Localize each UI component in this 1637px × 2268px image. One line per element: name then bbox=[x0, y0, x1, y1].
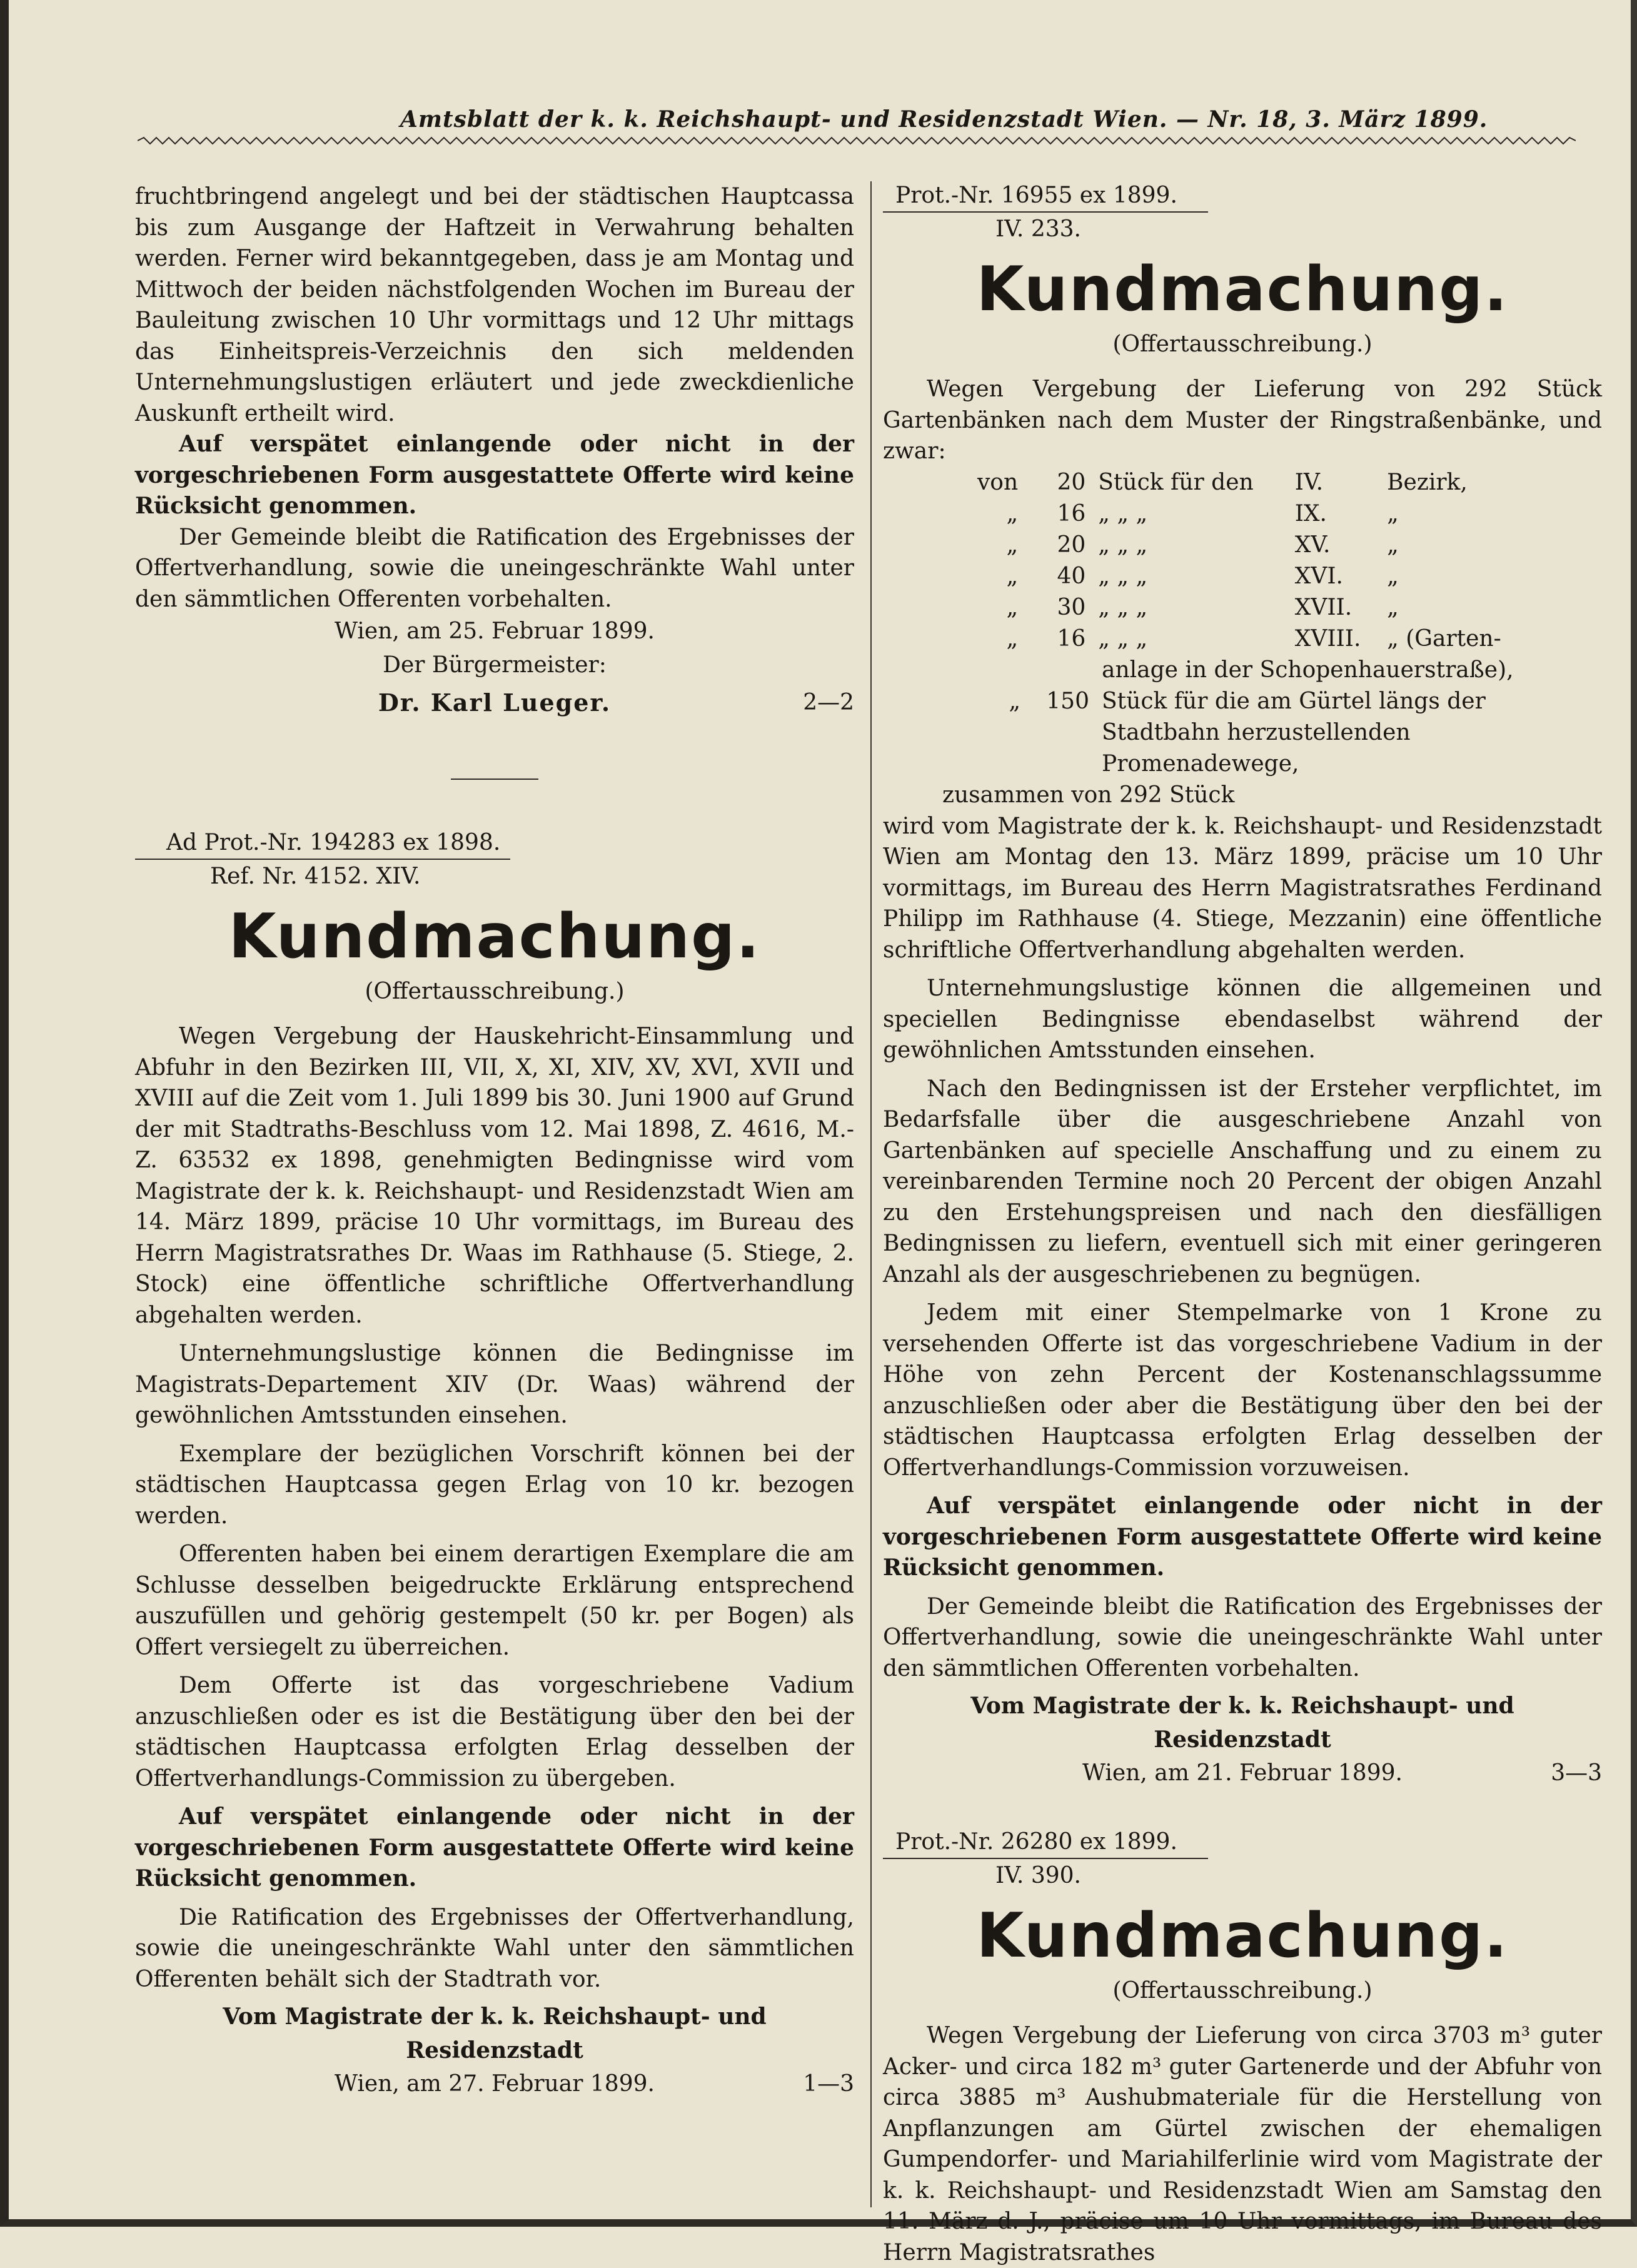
paragraph: Wegen Vergebung der Hauskehricht-Einsammlung und Abfuhr in den Bezirken III, VII, X, XI, XIV, XV, XVI, XVII und XVIII auf die Zeit vom 1. Juli 1899 bis 30. Juni 1900 auf Grund der mit Stadtraths-Beschluss vom 12. Mai 1898, Z. 4616, M.-Z. 63532 ex 1898, genehmigten Bedingnisse wird vom Magistrate der k. k. Reichshaupt- und Residenzstadt Wien am 14. März 1899, präcise 10 Uhr vormittags, im Bureau des Herrn Magistratsrathes Dr. Waas im Rathhause (5. Stiege, 2. Stock) eine öffentliche schriftliche Offertverhandlung abgehalten werden. bbox=[135, 1024, 854, 1328]
paragraph-intro: Wegen Vergebung der Lieferung von 292 Stück Gartenbänken nach dem Muster der Ringstraßenbänke, und zwar: bbox=[883, 376, 1602, 464]
notice-subheading: (Offertausschreibung.) bbox=[365, 979, 625, 1004]
prot-number: Prot.-Nr. 26280 ex 1899. bbox=[895, 1829, 1177, 1855]
paragraph: Jedem mit einer Stempelmarke von 1 Krone zu versehenden Offerte ist das vorgeschriebene Vadium in der Höhe von zehn Percent der Kostenanschlagssumme anzuschließen oder aber die Bestätigung über den bei der städtischen Hauptcassa erfolgten Erlag desselben der Offertverhandlungs-Commission vorzuweisen. bbox=[883, 1300, 1602, 1481]
paragraph: Wegen Vergebung der Lieferung von circa 3703 m³ guter Acker- und circa 182 m³ guter Gartenerde und der Abfuhr von circa 3885 m³ Aushubmateriale für die Herstellung von Anpflanzungen am Gürtel zwischen der ehemaligen Gumpendorfer- und Mariahilferlinie wird vom Magistrate der k. k. Reichshaupt- und Residenzstadt Wien am Samstag den 11. März d. J., präcise um 10 Uhr vormittags, im Bureau des Herrn Magistratsrathes bbox=[883, 2023, 1602, 2265]
paragraph: Die Ratification des Ergebnisses der Offertverhandlung, sowie die uneingeschränkte Wahl unter den sämmtlichen Offerenten behält sich der Stadtrath vor. bbox=[135, 1904, 854, 1992]
signatory-name: Dr. Karl Lueger. bbox=[378, 688, 612, 717]
paragraph-emphasis: Auf verspätet einlangende oder nicht in der vorgeschriebenen Form ausgestattete Offerte wird keine Rücksicht genommen. bbox=[135, 431, 854, 519]
paragraph: wird vom Magistrate der k. k. Reichshaupt- und Residenzstadt Wien am Montag den 13. März 1899, präcise um 10 Uhr vormittags, im Bureau des Herrn Magistratsrathes Ferdinand Philipp im Rathhause (4. Stiege, Mezzanin) eine öffentliche schriftliche Offertverhandlung abgehalten werden. bbox=[883, 813, 1602, 963]
prot-underline bbox=[883, 1858, 1208, 1859]
prot-underline bbox=[135, 859, 510, 860]
paragraph: Offerenten haben bei einem derartigen Exemplare die am Schlusse desselben beigedruckte Erklärung entsprechend auszufüllen und gehörig gestempelt (50 kr. per Bogen) als Offert versiegelt zu überreichen. bbox=[135, 1541, 854, 1660]
issuer: Vom Magistrate der k. k. Reichshaupt- und Residenzstadt bbox=[223, 2003, 767, 2064]
ref-number: IV. 390. bbox=[995, 1863, 1081, 1888]
ref-number: Ref. Nr. 4152. XIV. bbox=[210, 864, 421, 889]
paragraph: Exemplare der bezüglichen Vorschrift können bei der städtischen Hauptcassa gegen Erlag von 10 kr. bezogen werden. bbox=[135, 1441, 854, 1529]
right-column bbox=[883, 181, 1602, 2268]
prot-underline bbox=[883, 211, 1208, 213]
issuer: Vom Magistrate der k. k. Reichshaupt- und Residenzstadt bbox=[970, 1693, 1514, 1753]
notice-heading: Kundmachung. bbox=[976, 1900, 1509, 1972]
place-date: Wien, am 25. Februar 1899. bbox=[335, 618, 655, 644]
signatory-title: Der Bürgermeister: bbox=[383, 652, 607, 678]
notice-ref: 1—3 bbox=[803, 2071, 854, 2097]
list-total: zusammen von 292 Stück bbox=[942, 782, 1235, 808]
paragraph: fruchtbringend angelegt und bei der städtischen Hauptcassa bis zum Ausgange der Haftzeit in Verwahrung behalten werden. Ferner wird bekanntgegeben, dass je am Montag und Mittwoch der beiden nächstfolgenden Wochen im Bureau der Bauleitung zwischen 10 Uhr vormittags und 12 Uhr mittags das Einheitspreis-Verzeichnis den sich meldenden Unternehmungslustigen erläutert und jede zweckdienliche Auskunft ertheilt wird. bbox=[135, 184, 854, 426]
notice-subheading: (Offertausschreibung.) bbox=[1112, 331, 1373, 357]
notice-subheading: (Offertausschreibung.) bbox=[1112, 1978, 1373, 2003]
place-date: Wien, am 21. Februar 1899. bbox=[1082, 1760, 1403, 1786]
notice-heading: Kundmachung. bbox=[228, 901, 761, 972]
list-row: „ 150 Stück für die am Gürtel längs der Stadtbahn herzustellenden Promenadewege, bbox=[1009, 688, 1486, 777]
prot-number: Prot.-Nr. 16955 ex 1899. bbox=[895, 183, 1177, 208]
header-wavy-rule bbox=[138, 136, 1576, 145]
list-row: „ 16 „ „ „ IX. „ bbox=[1006, 500, 1399, 527]
paragraph-emphasis: Auf verspätet einlangende oder nicht in der vorgeschriebenen Form ausgestattete Offerte wird keine Rücksicht genommen. bbox=[883, 1493, 1602, 1581]
left-column bbox=[135, 181, 854, 2101]
notice-ref: 3—3 bbox=[1551, 1760, 1602, 1786]
paragraph: Nach den Bedingnissen ist der Ersteher verpflichtet, im Bedarfsfalle über die ausgeschriebene Anzahl von Gartenbänken auf specielle Anschaffung und zu einem zu vereinbarenden Termine noch 20 Percent der obigen Anzahl zu den Erstehungspreisen und nach den diesfälligen Bedingnissen zu liefern, eventuell sich mit einer geringeren Anzahl als der ausgeschriebenen zu begnügen. bbox=[883, 1076, 1602, 1288]
list-row: „ 40 „ „ „ XVI. „ bbox=[1006, 563, 1399, 589]
ref-number: IV. 233. bbox=[995, 216, 1081, 242]
paragraph: Unternehmungslustige können die allgemeinen und speciellen Bedingnisse ebendaselbst während der gewöhnlichen Amtsstunden einsehen. bbox=[883, 975, 1602, 1063]
place-date-line bbox=[135, 2067, 854, 2101]
paragraph: Unternehmungslustige können die Bedingnisse im Magistrats-Departement XIV (Dr. Waas) während der gewöhnlichen Amtsstunden einsehen. bbox=[135, 1341, 854, 1428]
list-row: „ 20 „ „ „ XV. „ bbox=[1006, 532, 1399, 558]
list-row: von 20 Stück für den IV. Bezirk, bbox=[977, 469, 1468, 495]
notice-ref: 2—2 bbox=[803, 690, 854, 715]
column-divider bbox=[870, 181, 872, 2207]
running-head: Amtsblatt der k. k. Reichshaupt- und Residenzstadt Wien. — Nr. 18, 3. März 1899. bbox=[400, 106, 1488, 133]
paragraph-emphasis: Auf verspätet einlangende oder nicht in der vorgeschriebenen Form ausgestattete Offerte wird keine Rücksicht genommen. bbox=[135, 1803, 854, 1892]
prot-number: Ad Prot.-Nr. 194283 ex 1898. bbox=[166, 830, 501, 855]
place-date-line bbox=[883, 1756, 1602, 1790]
place-date: Wien, am 27. Februar 1899. bbox=[335, 2071, 655, 2097]
section-separator bbox=[451, 779, 538, 780]
signatory-line bbox=[135, 686, 854, 721]
list-row: „ 16 „ „ „ XVIII. „ (Garten- bbox=[1006, 625, 1501, 652]
paragraph: Der Gemeinde bleibt die Ratification des Ergebnisses der Offertverhandlung, sowie die uneingeschränkte Wahl unter den sämmtlichen Offerenten vorbehalten. bbox=[135, 524, 854, 612]
notice-heading: Kundmachung. bbox=[976, 254, 1509, 325]
paragraph: Dem Offerte ist das vorgeschriebene Vadium anzuschließen oder es ist die Bestätigung über den bei der städtischen Hauptcassa erfolgten Erlag desselben der Offertverhandlungs-Commission zu übergeben. bbox=[135, 1673, 854, 1792]
list-continuation: anlage in der Schopenhauerstraße), bbox=[1102, 657, 1514, 683]
list-row: „ 30 „ „ „ XVII. „ bbox=[1006, 594, 1399, 620]
paragraph: Der Gemeinde bleibt die Ratification des Ergebnisses der Offertverhandlung, sowie die uneingeschränkte Wahl unter den sämmtlichen Offerenten vorbehalten. bbox=[883, 1593, 1602, 1681]
